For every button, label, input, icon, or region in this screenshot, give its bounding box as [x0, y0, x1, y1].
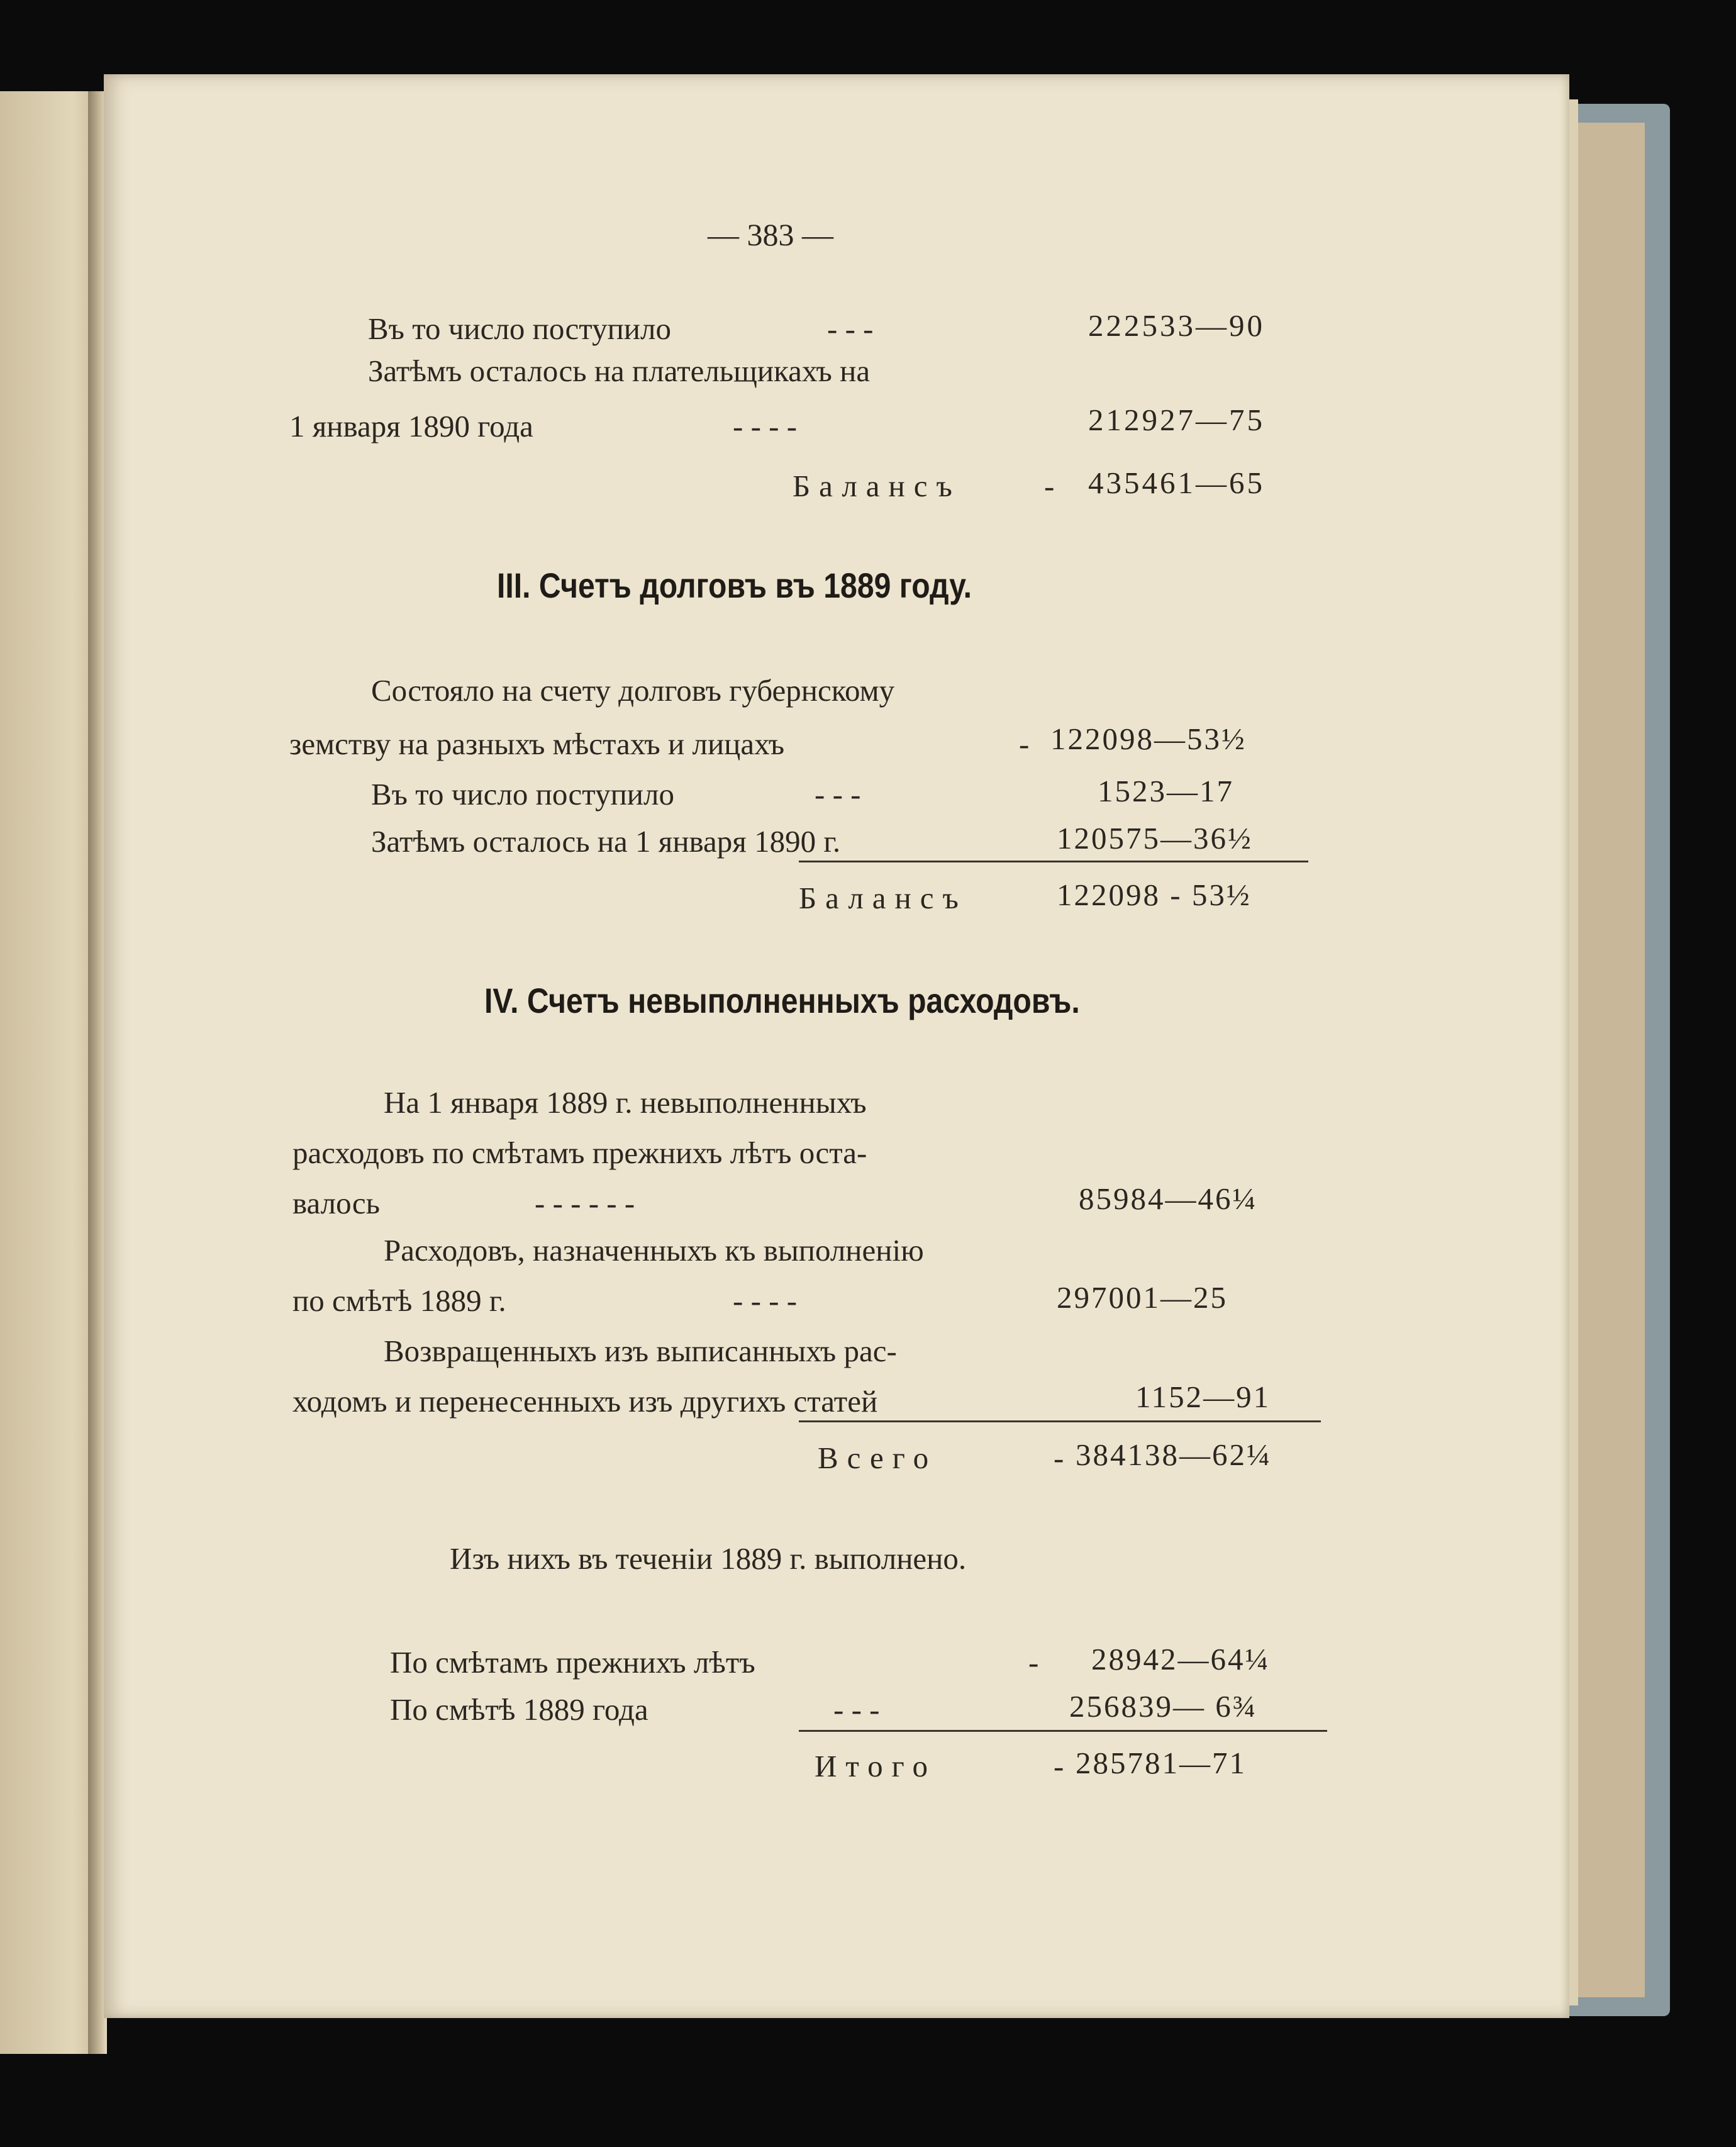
prior-years-value: 28942—64¼ [1091, 1642, 1271, 1676]
unfulfilled-dashes: - - - - - - [535, 1186, 635, 1220]
debts-label-line1: Состояло на счету долговъ губернскому [371, 673, 895, 708]
remaining-dashes: - - - - [733, 409, 798, 443]
balance-label: Балансъ [793, 469, 961, 503]
debts-dash: - [1019, 727, 1030, 761]
returned-line1: Возвращенныхъ изъ выписанныхъ рас- [384, 1334, 897, 1368]
unfulfilled-line3: валось [292, 1186, 380, 1220]
returned-value: 1152—91 [1135, 1380, 1271, 1414]
page-number: — 383 — [708, 217, 833, 252]
debts-received-label: Въ то число поступило [371, 777, 674, 811]
unfulfilled-total-rule [799, 1420, 1321, 1422]
year-1889-dashes: - - - [833, 1692, 880, 1727]
year-1889-value: 256839— 6¾ [1069, 1689, 1258, 1724]
debts-received-value: 1523—17 [1098, 774, 1234, 808]
received-label: Въ то число поступило [368, 311, 671, 346]
assigned-line2: по смѣтѣ 1889 г. [292, 1283, 506, 1318]
section4-heading: IV. Счетъ невыполненныхъ расходовъ. [484, 981, 1080, 1020]
received-value: 222533—90 [1088, 308, 1265, 343]
balance-value: 435461—65 [1088, 466, 1265, 500]
total-label: Всего [818, 1441, 938, 1475]
prior-years-dash: - [1028, 1645, 1039, 1680]
debts-remaining-value: 120575—36½ [1057, 821, 1253, 856]
unfulfilled-value: 85984—46¼ [1079, 1181, 1258, 1216]
assigned-value: 297001—25 [1057, 1280, 1228, 1315]
prior-years-label: По смѣтамъ прежнихъ лѣтъ [390, 1645, 755, 1680]
debts-label-line2: земству на разныхъ мѣстахъ и лицахъ [289, 727, 785, 761]
debts-total-rule [799, 861, 1308, 862]
total-value: 384138—62¼ [1076, 1437, 1272, 1472]
assigned-line1: Расходовъ, назначенныхъ къ выполненію [384, 1233, 924, 1268]
debts-value: 122098—53½ [1050, 722, 1247, 756]
year-1889-label: По смѣтѣ 1889 года [390, 1692, 648, 1727]
section3-heading: III. Счетъ долговъ въ 1889 году. [497, 566, 972, 605]
received-dashes: - - - [827, 311, 874, 346]
debts-remaining-label: Затѣмъ осталось на 1 января 1890 г. [371, 824, 841, 859]
assigned-dashes: - - - - [733, 1283, 798, 1318]
debts-balance-label: Балансъ [799, 881, 967, 915]
unfulfilled-line2: расходовъ по смѣтамъ прежнихъ лѣтъ оста- [292, 1135, 867, 1170]
remaining-date-label: 1 января 1890 года [289, 409, 533, 443]
returned-line2: ходомъ и перенесенныхъ изъ другихъ статей [292, 1384, 878, 1419]
unfulfilled-line1: На 1 января 1889 г. невыполненныхъ [384, 1085, 867, 1120]
remaining-value: 212927—75 [1088, 403, 1265, 437]
itogo-rule [799, 1730, 1327, 1732]
itogo-dash: - [1054, 1749, 1064, 1783]
itogo-label: Итого [815, 1749, 937, 1783]
total-dash: - [1054, 1441, 1064, 1475]
debts-balance-value: 122098 - 53½ [1057, 878, 1252, 912]
balance-dash: - [1044, 469, 1055, 503]
book-page [104, 74, 1569, 2018]
remaining-label: Затѣмъ осталось на плательщикахъ на [368, 354, 871, 388]
itogo-value: 285781—71 [1076, 1746, 1247, 1780]
fulfilled-subheading: Изъ нихъ въ теченіи 1889 г. выполнено. [450, 1541, 967, 1576]
debts-received-dashes: - - - [815, 777, 861, 811]
